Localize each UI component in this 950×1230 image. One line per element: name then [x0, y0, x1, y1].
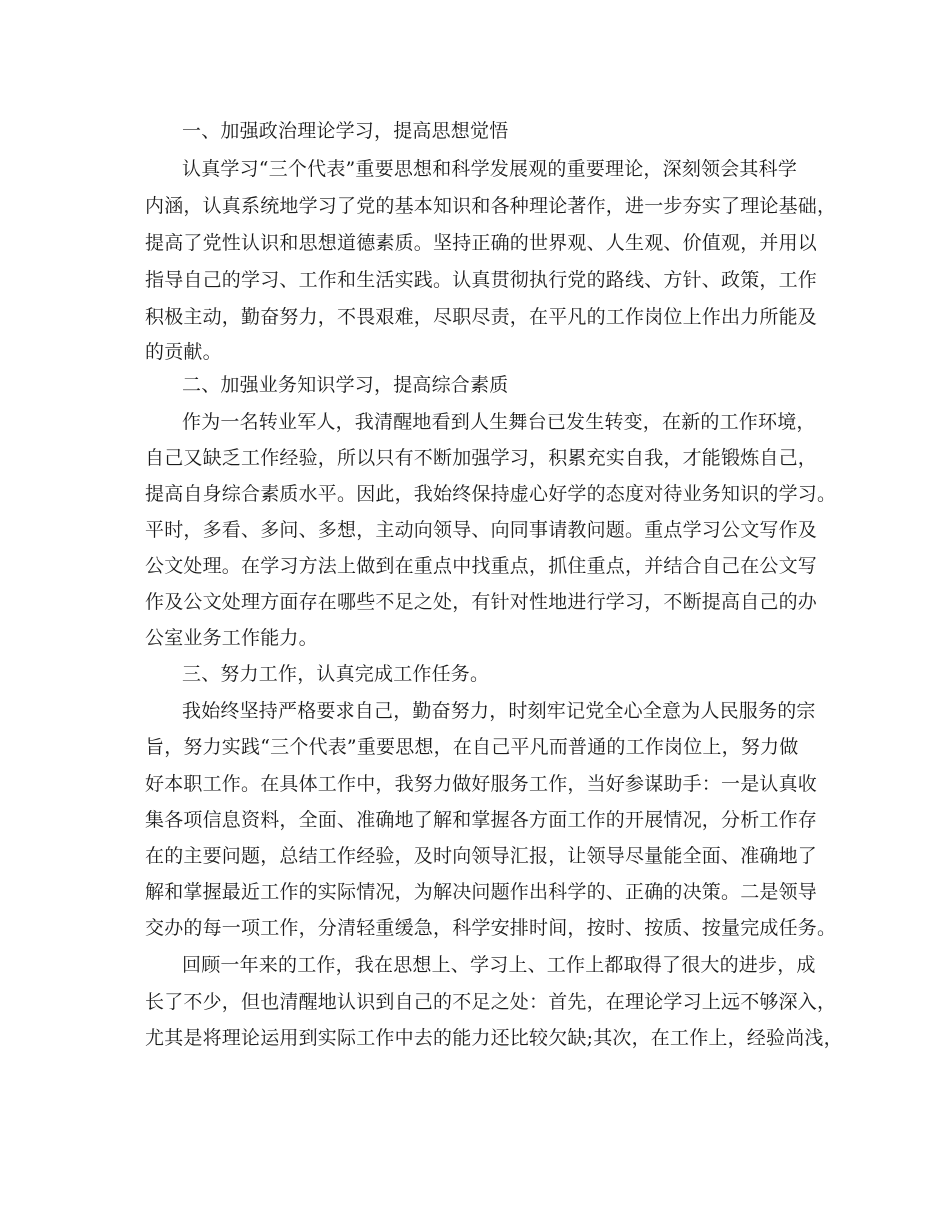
paragraph-line: 提高自身综合素质水平。因此，我始终保持虚心好学的态度对待业务知识的学习。 [145, 483, 837, 505]
heading-political-study: 一、加强政治理论学习，提高思想觉悟 [182, 120, 509, 142]
paragraph-line: 作及公文处理方面存在哪些不足之处，有针对性地进行学习，不断提高自己的办 [145, 591, 818, 613]
paragraph-line: 我始终坚持严格要求自己，勤奋努力，时刻牢记党全心全意为人民服务的宗 [182, 700, 816, 722]
paragraph-line: 旨，努力实践“三个代表”重要思想，在自己平凡而普通的工作岗位上，努力做 [145, 736, 799, 758]
paragraph-line: 尤其是将理论运用到实际工作中去的能力还比较欠缺;其次，在工作上，经验尚浅， [145, 1027, 843, 1049]
paragraph-line: 的贡献。 [145, 341, 222, 363]
paragraph-line: 公室业务工作能力。 [145, 627, 318, 649]
paragraph-line: 好本职工作。在具体工作中，我努力做好服务工作，当好参谋助手：一是认真收 [145, 773, 818, 795]
paragraph-line: 内涵，认真系统地学习了党的基本知识和各种理论著作，进一步夯实了理论基础， [145, 195, 837, 217]
paragraph-line: 认真学习“三个代表”重要思想和科学发展观的重要理论，深刻领会其科学 [182, 158, 798, 180]
paragraph-line: 公文处理。在学习方法上做到在重点中找重点，抓住重点，并结合自己在公文写 [145, 555, 818, 577]
paragraph-line: 指导自己的学习、工作和生活实践。认真贯彻执行党的路线、方针、政策，工作 [145, 269, 818, 291]
paragraph-line: 提高了党性认识和思想道德素质。坚持正确的世界观、人生观、价值观，并用以 [145, 232, 818, 254]
heading-business-study: 二、加强业务知识学习，提高综合素质 [182, 374, 509, 396]
paragraph-line: 平时，多看、多问、多想，主动向领导、向同事请教问题。重点学习公文写作及 [145, 519, 818, 541]
paragraph-line: 集各项信息资料，全面、准确地了解和掌握各方面工作的开展情况，分析工作存 [145, 809, 818, 831]
paragraph-line: 自己又缺乏工作经验，所以只有不断加强学习，积累充实自我，才能锻炼自己， [145, 447, 818, 469]
paragraph-line: 解和掌握最近工作的实际情况，为解决问题作出科学的、正确的决策。二是领导 [145, 881, 818, 903]
paragraph-line: 作为一名转业军人，我清醒地看到人生舞台已发生转变，在新的工作环境， [182, 411, 816, 433]
heading-work-tasks: 三、努力工作，认真完成工作任务。 [182, 663, 490, 685]
paragraph-line: 积极主动，勤奋努力，不畏艰难，尽职尽责，在平凡的工作岗位上作出力所能及 [145, 306, 818, 328]
paragraph-line: 长了不少，但也清醒地认识到自己的不足之处：首先，在理论学习上远不够深入， [145, 991, 837, 1013]
paragraph-line: 回顾一年来的工作，我在思想上、学习上、工作上都取得了很大的进步，成 [182, 954, 816, 976]
paragraph-line: 交办的每一项工作，分清轻重缓急，科学安排时间，按时、按质、按量完成任务。 [145, 917, 837, 939]
paragraph-line: 在的主要问题，总结工作经验，及时向领导汇报，让领导尽量能全面、准确地了 [145, 845, 818, 867]
